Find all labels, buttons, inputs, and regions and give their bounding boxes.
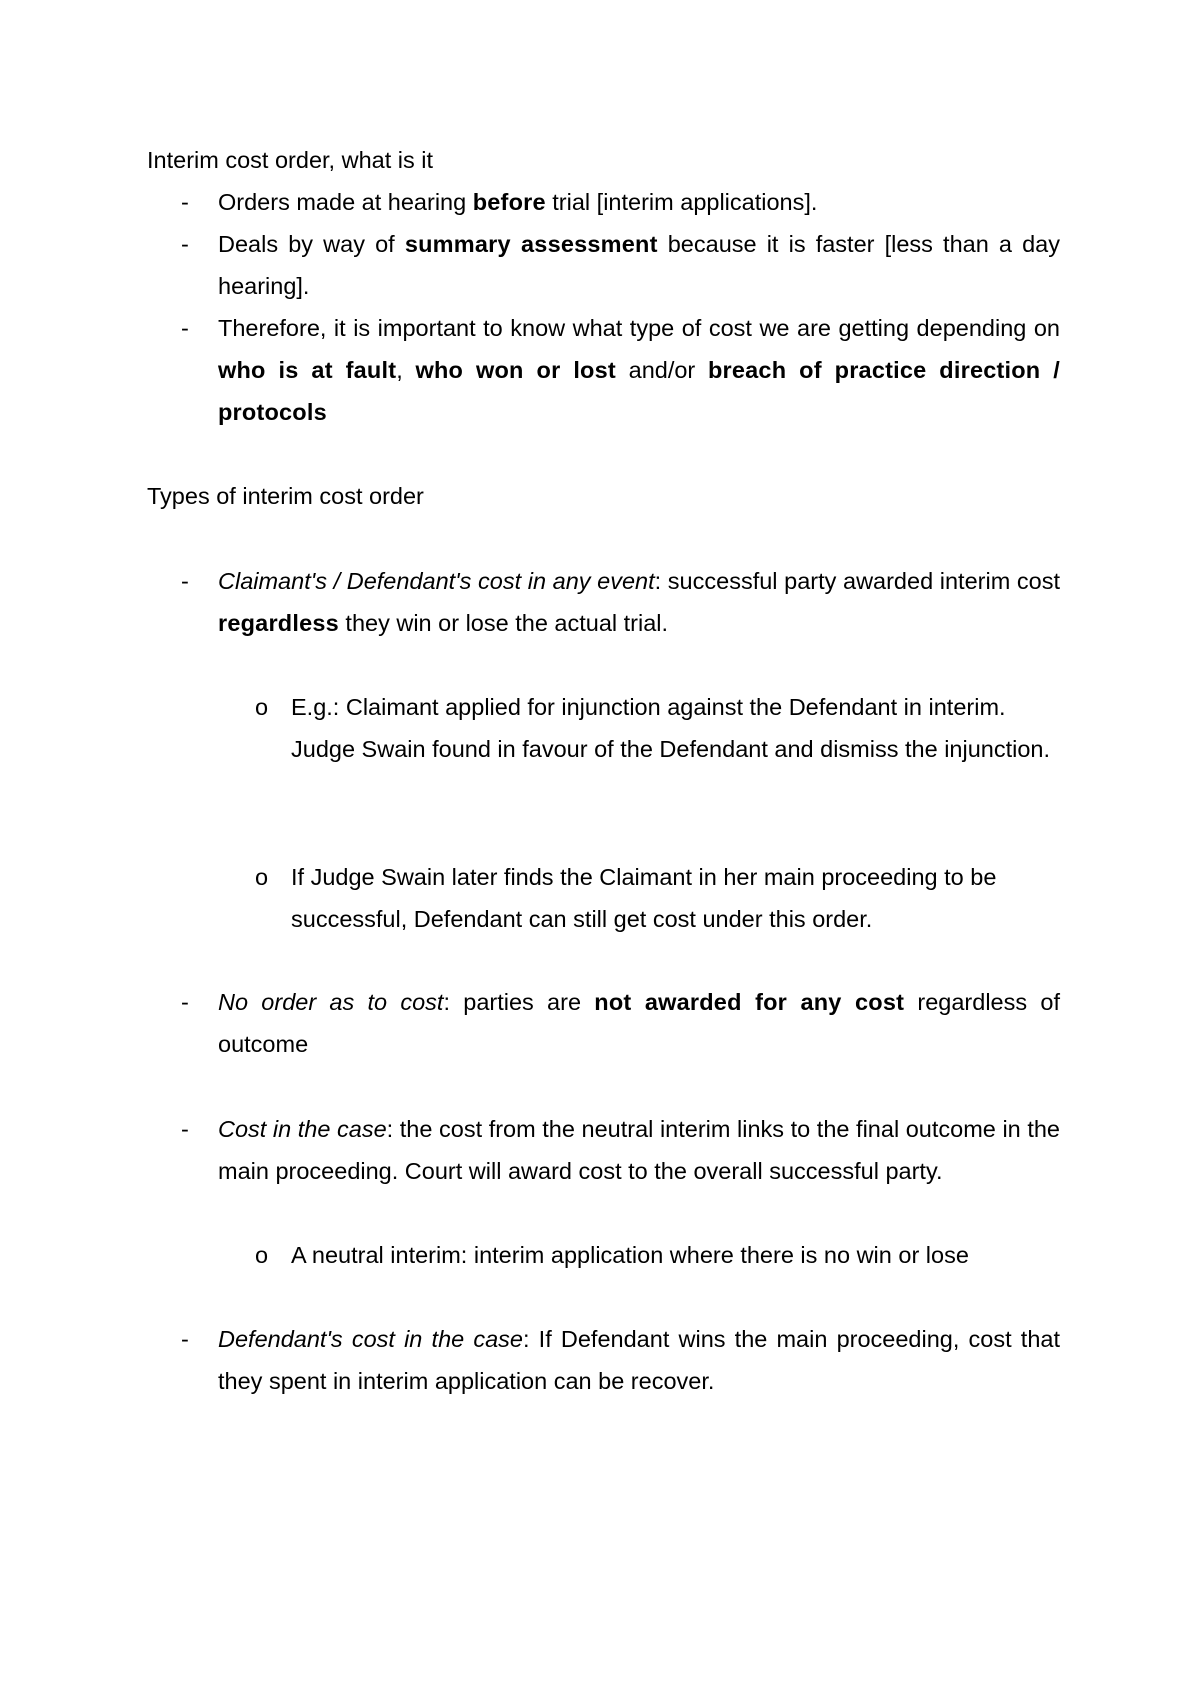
bold-text: breach of practice direction / protocols — [218, 357, 1060, 425]
bullet-cost-in-any-event: - Claimant's / Defendant's cost in any event: successful party awarded interim cost regardless they win or lose the actual trial. — [218, 560, 1060, 644]
bullet-summary-assessment: - Deals by way of summary assessment because it is faster [less than a day hearing]. — [218, 223, 1060, 307]
sub-bullet-marker: o — [255, 1242, 269, 1268]
sub-bullet-example: o E.g.: Claimant applied for injunction against the Defendant in interim. Judge Swain found in favour of the Defendant and dismiss the injunction. — [291, 686, 1060, 770]
bullet-dash: - — [181, 568, 189, 594]
bullet-dash: - — [181, 189, 189, 215]
italic-term: Cost in the case — [218, 1116, 387, 1142]
italic-term: Claimant's / Defendant's cost in any event — [218, 568, 655, 594]
bullet-dash: - — [181, 231, 189, 257]
heading-types-of-interim-cost-order: Types of interim cost order — [147, 483, 424, 509]
bullet-dash: - — [181, 315, 189, 341]
bold-text: before — [472, 189, 546, 215]
bullet-orders-made: - Orders made at hearing before trial [interim applications]. — [218, 181, 1060, 223]
bullet-dash: - — [181, 1326, 189, 1352]
sub-bullet-judge-swain: o If Judge Swain later finds the Claimant in her main proceeding to be successful, Defendant can still get cost under this order. — [291, 856, 1060, 940]
bullet-defendants-cost-in-the-case: - Defendant's cost in the case: If Defendant wins the main proceeding, cost that they spent in interim application can be recover. — [218, 1318, 1060, 1402]
bullet-dash: - — [181, 1116, 189, 1142]
bullet-therefore: - Therefore, it is important to know what type of cost we are getting depending on who is at fault, who won or lost and/or breach of practice direction / protocols — [218, 307, 1060, 433]
heading-interim-cost-order: Interim cost order, what is it — [147, 147, 434, 173]
bold-text: who won or lost — [415, 357, 616, 383]
bold-text: who is at fault — [218, 357, 397, 383]
bullet-no-order-as-to-cost: - No order as to cost: parties are not awarded for any cost regardless of outcome — [218, 981, 1060, 1065]
sub-bullet-marker: o — [255, 694, 269, 720]
bold-text: regardless — [218, 610, 339, 636]
sub-bullet-neutral-interim: o A neutral interim: interim application where there is no win or lose — [291, 1234, 1060, 1276]
bullet-cost-in-the-case: - Cost in the case: the cost from the neutral interim links to the final outcome in the main proceeding. Court will award cost to the overall successful party. — [218, 1108, 1060, 1192]
italic-term: No order as to cost — [218, 989, 444, 1015]
bold-text: summary assessment — [404, 231, 658, 257]
sub-bullet-marker: o — [255, 864, 269, 890]
italic-term: Defendant's cost in the case — [218, 1326, 523, 1352]
bold-text: not awarded for any cost — [594, 989, 905, 1015]
bullet-dash: - — [181, 989, 189, 1015]
